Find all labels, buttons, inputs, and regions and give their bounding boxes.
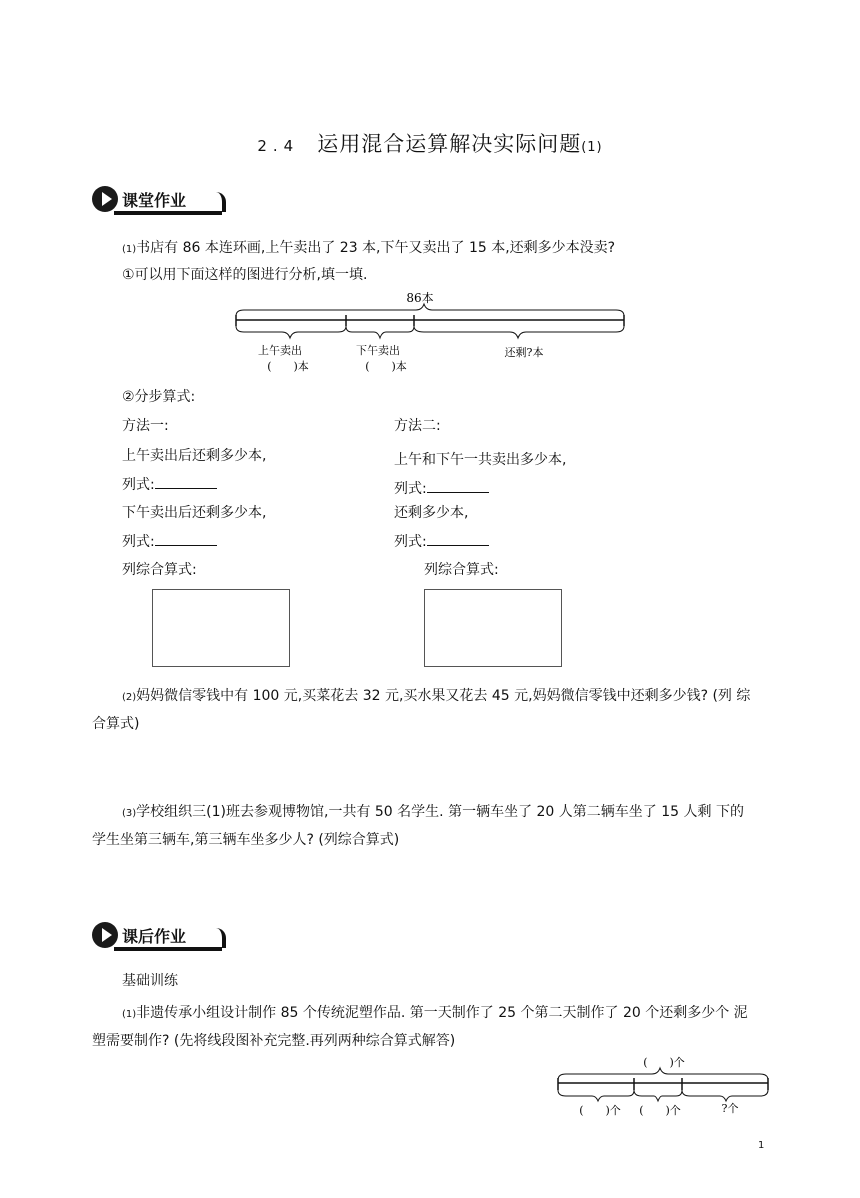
seg1-label: ( )个 — [579, 1104, 621, 1117]
page-title — [0, 128, 860, 158]
seg2-label-a: 下午卖出 — [356, 344, 400, 357]
answer-blank[interactable] — [427, 531, 489, 546]
method-2-formula-a: 列式: — [394, 478, 489, 499]
seg1-label-b: ( )本 — [267, 360, 309, 373]
method-2-total-label: 列综合算式: — [424, 562, 499, 578]
section-label: 课后作业 — [122, 927, 187, 946]
runner-icon — [92, 922, 118, 948]
diagram-total-label: ( )个 — [643, 1056, 685, 1069]
method-2-question-b: 还剩多少本, — [394, 505, 469, 521]
answer-blank[interactable] — [427, 478, 489, 493]
answer-blank[interactable] — [155, 531, 217, 546]
title-text: 运用混合运算解决实际问题 — [317, 132, 582, 156]
page-number: 1 — [758, 1140, 765, 1151]
question-4-line-1: (1)非遗传承小组设计制作 85 个传统泥塑作品. 第一天制作了 25 个第二天制作了 20 个还剩多少个 泥 — [122, 1005, 748, 1021]
section-badge-classwork — [92, 186, 222, 212]
answer-blank[interactable] — [155, 474, 217, 489]
seg3-label: ?个 — [721, 1102, 739, 1115]
method-1-question-a: 上午卖出后还剩多少本, — [122, 448, 267, 464]
question-1: (1)书店有 86 本连环画,上午卖出了 23 本,下午又卖出了 15 本,还剩多少本没卖? — [122, 240, 616, 256]
method-2-question-a: 上午和下午一共卖出多少本, — [394, 452, 567, 468]
basic-training-label: 基础训练 — [122, 973, 178, 989]
step-2-text: ②分步算式: — [122, 389, 196, 405]
line-segment-diagram-2 — [552, 1050, 774, 1122]
section-label: 课堂作业 — [122, 191, 187, 210]
method-1-title: 方法一: — [122, 418, 169, 434]
question-3-line-1: (3)学校组织三(1)班去参观博物馆,一共有 50 名学生. 第一辆车坐了 20 人第二辆车坐了 15 人剩 下的 — [122, 804, 744, 820]
play-icon — [92, 186, 118, 212]
question-2-line-1: (2)妈妈微信零钱中有 100 元,买菜花去 32 元,买水果又花去 45 元,妈妈微信零钱中还剩多少钱? (列 综 — [122, 688, 751, 704]
seg2-label-b: ( )本 — [365, 360, 407, 373]
question-3-line-2: 学生坐第三辆车,第三辆车坐多少人? (列综合算式) — [92, 832, 400, 848]
method-1-formula-b: 列式: — [122, 531, 217, 552]
seg2-label: ( )个 — [639, 1104, 681, 1117]
method-1-total-label: 列综合算式: — [122, 562, 197, 578]
title-number: 2.4 — [257, 137, 300, 155]
top-brace — [236, 304, 624, 316]
line-segment-diagram-1 — [230, 288, 630, 378]
method-2-answer-box[interactable] — [424, 589, 562, 667]
method-1-question-b: 下午卖出后还剩多少本, — [122, 505, 267, 521]
question-4-line-2: 塑需要制作? (先将线段图补充完整.再列两种综合算式解答) — [92, 1033, 456, 1049]
step-1-text: ①可以用下面这样的图进行分析,填一填. — [122, 267, 368, 283]
brace-remaining — [414, 326, 624, 338]
method-1-formula-a: 列式: — [122, 474, 217, 495]
seg3-label: 还剩?本 — [504, 346, 544, 359]
method-2-formula-b: 列式: — [394, 531, 489, 552]
method-2-title: 方法二: — [394, 418, 441, 434]
section-badge-homework — [92, 922, 222, 948]
question-2-line-2: 合算式) — [92, 716, 140, 732]
method-1-answer-box[interactable] — [152, 589, 290, 667]
diagram-total-label: 86本 — [406, 291, 434, 305]
brace-afternoon — [346, 326, 414, 338]
seg1-label-a: 上午卖出 — [258, 344, 302, 357]
brace-morning — [236, 326, 346, 338]
top-brace — [558, 1068, 768, 1080]
title-suffix: (1) — [581, 140, 603, 155]
